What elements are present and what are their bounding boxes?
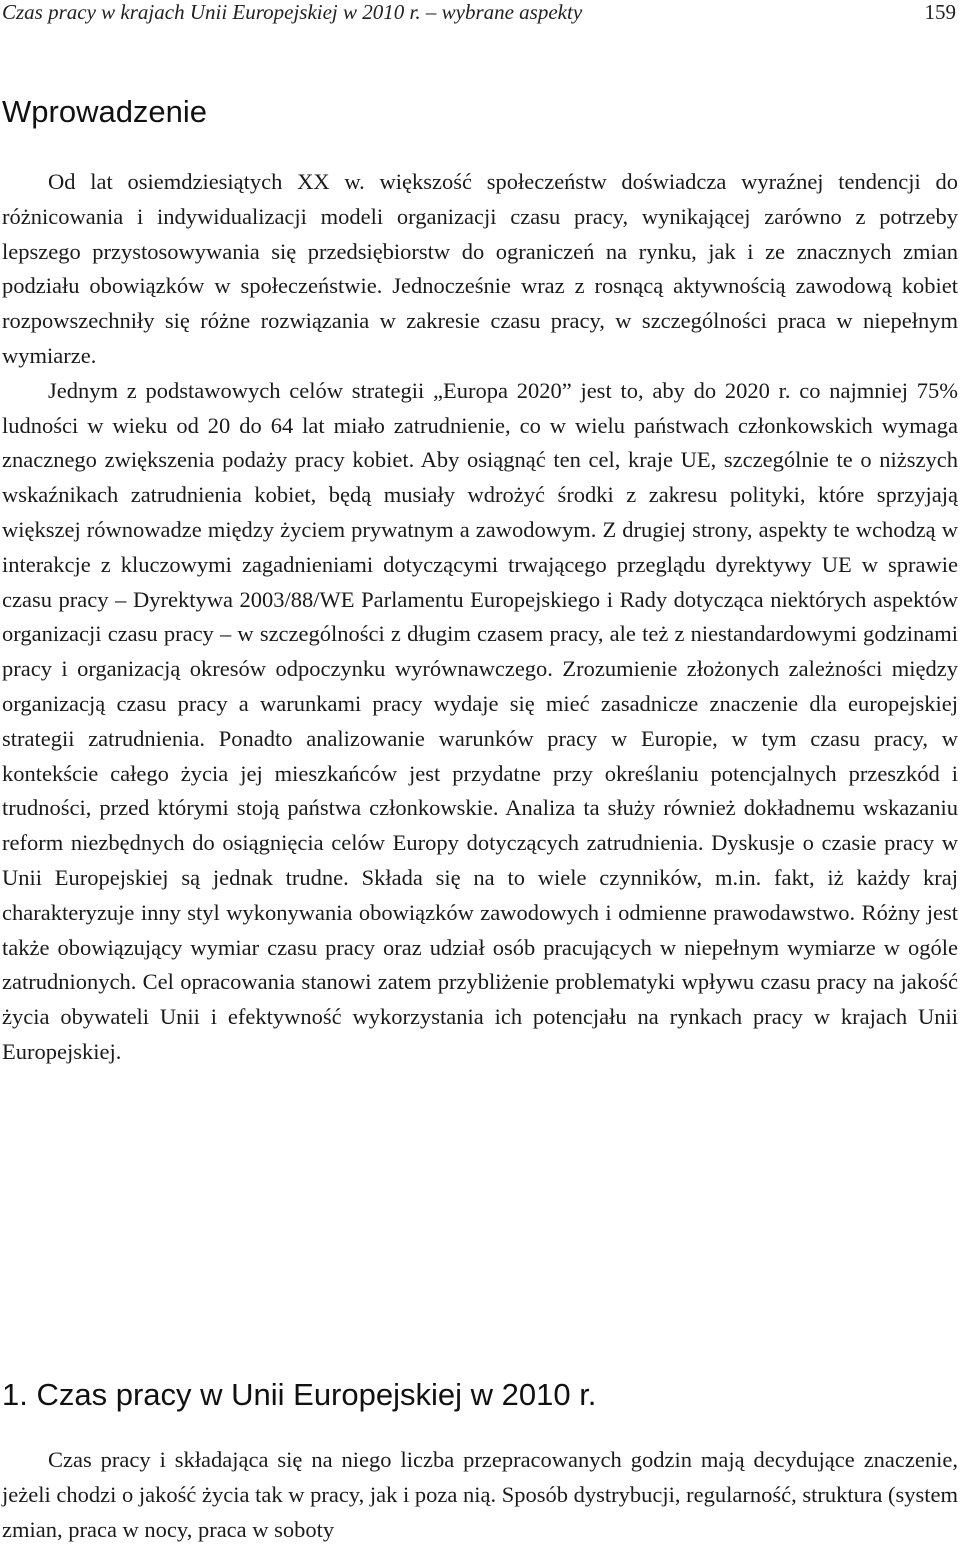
- intro-heading: Wprowadzenie: [2, 94, 208, 129]
- intro-paragraph-2: Jednym z podstawowych celów strategii „Europa 2020” jest to, aby do 2020 r. co najmniej 75% ludności w wieku od 20 do 64 lat miało zatrudnienie, co w wielu państwach członkowskich wymaga znacznego zwiększenia podaży pracy kobiet. Aby osiągnąć ten cel, kraje UE, szczególnie te o niższych wskaźnikach zatrudnienia kobiet, będą musiały wdrożyć środki z zakresu polityki, które sprzyjają większej równowadze między życiem prywatnym a zawodowym. Z drugiej strony, aspekty te wchodzą w interakcje z kluczowymi zagadnieniami dotyczącymi trwającego przeglądu dyrektywy UE w sprawie czasu pracy – Dyrektywa 2003/88/WE Parlamentu Europejskiego i Rady dotycząca niektórych aspektów organizacji czasu pracy – w szczególności z długim czasem pracy, ale też z niestandardowymi godzinami pracy i organizacją okresów odpoczynku wyrównawczego. Zrozumienie złożonych zależności między organizacją czasu pracy a warunkami pracy wydaje się mieć zasadnicze znaczenie dla europejskiej strategii zatrudnienia. Ponadto analizowanie warunków pracy w Europie, w tym czasu pracy, w kontekście całego życia jej mieszkańców jest przydatne przy określaniu potencjalnych przeszkód i trudności, przed którymi stoją państwa członkowskie. Analiza ta służy również dokładnemu wskazaniu reform niezbędnych do osiągnięcia celów Europy dotyczących zatrudnienia. Dyskusje o czasie pracy w Unii Europejskiej są jednak trudne. Składa się na to wiele czynników, m.in. fakt, iż każdy kraj charakteryzuje inny styl wykonywania obowiązków zawodowych i odmienne prawodawstwo. Różny jest także obowiązujący wymiar czasu pracy oraz udział osób pracujących w niepełnym wymiarze w ogóle zatrudnionych. Cel opracowania stanowi zatem przybliżenie problematyki wpływu czasu pracy na jakość życia obywateli Unii i efektywność wykorzystania ich potencjału na rynkach pracy w krajach Unii Europejskiej.: [2, 377, 958, 1064]
- intro-paragraph-1: Od lat osiemdziesiątych XX w. większość społeczeństw doświadcza wyraźnej tendencji do różnicowania i indywidualizacji modeli organizacji czasu pracy, wynikającej zarówno z potrzeby lepszego przystosowywania się przedsiębiorstw do ograniczeń na rynku, jak i ze znacznych zmian podziału obowiązków w społeczeństwie. Jednocześnie wraz z rosnącą aktywnością zawodową kobiet rozpowszechniły się różne rozwiązania w zakresie czasu pracy, w szczególności praca w niepełnym wymiarze.: [2, 169, 958, 368]
- section-body: [2, 1443, 958, 1547]
- section-heading: 1. Czas pracy w Unii Europejskiej w 2010 r.: [2, 1377, 597, 1412]
- section-paragraph-1: Czas pracy i składająca się na niego liczba przepracowanych godzin mają decydujące znaczenie, jeżeli chodzi o jakość życia tak w pracy, jak i poza nią. Sposób dystrybucji, regularność, struktura (system zmian, praca w nocy, praca w soboty: [2, 1447, 958, 1542]
- running-head: [2, 0, 958, 30]
- running-head-title: Czas pracy w krajach Unii Europejskiej w 2010 r. – wybrane aspekty: [2, 0, 583, 24]
- page-number: 159: [924, 0, 956, 24]
- intro-body: [2, 165, 958, 1070]
